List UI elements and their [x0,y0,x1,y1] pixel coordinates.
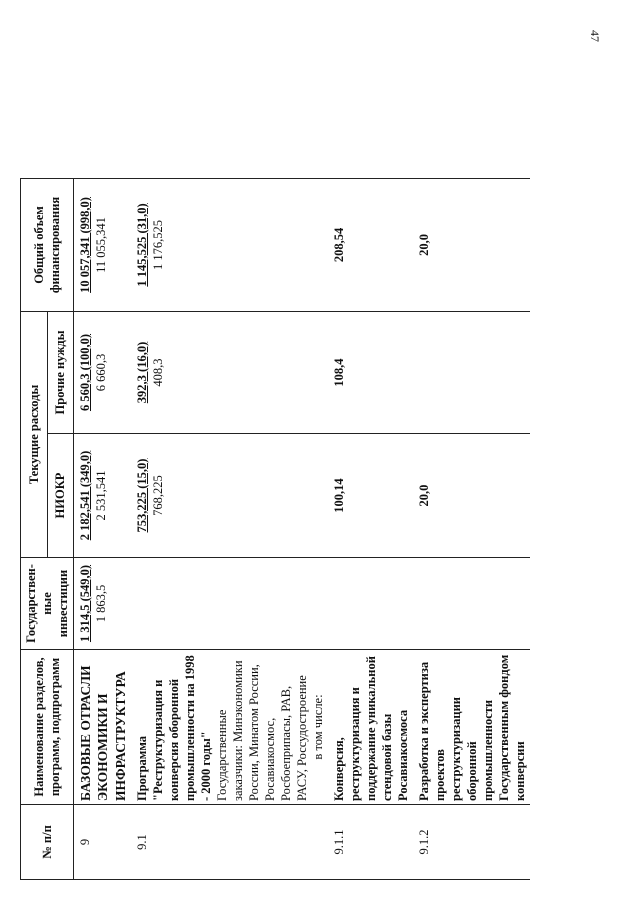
row-num: 9.1.1 [328,805,413,880]
niokr-cell [74,434,131,558]
niokr-value-1: 2 182,541 (349,0) [78,450,92,541]
row-num: 9.1.2 [413,805,530,880]
total-value-1: 1 145,525 (31,0) [134,203,149,287]
niokr-cell: 100,14 [328,434,413,558]
header-current: Текущие расходы [21,311,48,557]
other-cell [74,311,131,433]
table-row [131,19,328,879]
total-value-1: 10 057,341 (998,0) [78,197,92,293]
header-niokr: НИОКР [47,434,74,558]
row-num: 9.1 [131,805,328,880]
other-cell [131,311,328,433]
program-customers: Государственные заказчики: Минэкономики России, Минатом России, Росавиакосмос, Росбоеприпасы, РАВ, РАСУ, Россудостроение [214,660,309,801]
row-name: БАЗОВЫЕ ОТРАСЛИ ЭКОНОМИКИ И ИНФРАСТРУКТУРА [74,650,131,805]
total-cell: 208,54 [328,178,413,311]
row-name: Конверсия, реструктуризация и поддержание уникальной стендовой базы Росавиакосмоса [328,650,413,805]
program-label: Программа [134,736,149,801]
program-including: в том числе: [310,694,325,760]
total-value-2: 1 176,525 [150,219,165,270]
total-cell [131,178,328,311]
table-row [413,19,530,879]
gov-value-1: 1 314,5 (549,0) [78,564,92,643]
gov-cell [328,558,413,650]
gov-cell [131,558,328,650]
row-name [131,650,328,805]
niokr-value-1: 753,225 (15,0) [134,458,149,533]
other-value-2: 6 660,3 [94,353,108,392]
other-value-2: 408,3 [150,358,165,387]
header-total: Общий объем финансирования [21,178,74,311]
row-name: Разработка и экспертиза проектов реструктуризации оборонной промышленности Государственным фондом конверсии [413,650,530,805]
rotated-table-canvas [20,20,620,880]
gov-cell [74,558,131,650]
program-title: "Реструктуризация и конверсия оборонной промышленности на 1998 - 2000 годы" [150,655,213,801]
niokr-value-2: 2 531,541 [94,470,108,521]
other-value-1: 6 560,3 (100,0) [78,333,92,412]
other-cell [413,311,530,433]
table-row [74,19,131,879]
total-value-2: 11 055,341 [94,217,108,273]
row-num: 9 [74,805,131,880]
niokr-cell [131,434,328,558]
gov-cell [413,558,530,650]
header-name: Наименование разделов, программ, подпрограмм [21,650,74,805]
table-row [328,19,413,879]
other-value-1: 392,3 (16,0) [134,341,149,404]
total-cell: 20,0 [413,178,530,311]
niokr-cell: 20,0 [413,434,530,558]
total-cell [74,178,131,311]
header-num: № п/п [21,805,74,880]
gov-value-2: 1 863,5 [94,584,108,623]
header-gov: Государствен-ные инвестиции [21,558,74,650]
page-number: 47 [588,30,602,42]
funding-table [20,19,530,880]
other-cell: 108,4 [328,311,413,433]
niokr-value-2: 768,225 [150,475,165,516]
header-other: Прочие нужды [47,311,74,433]
